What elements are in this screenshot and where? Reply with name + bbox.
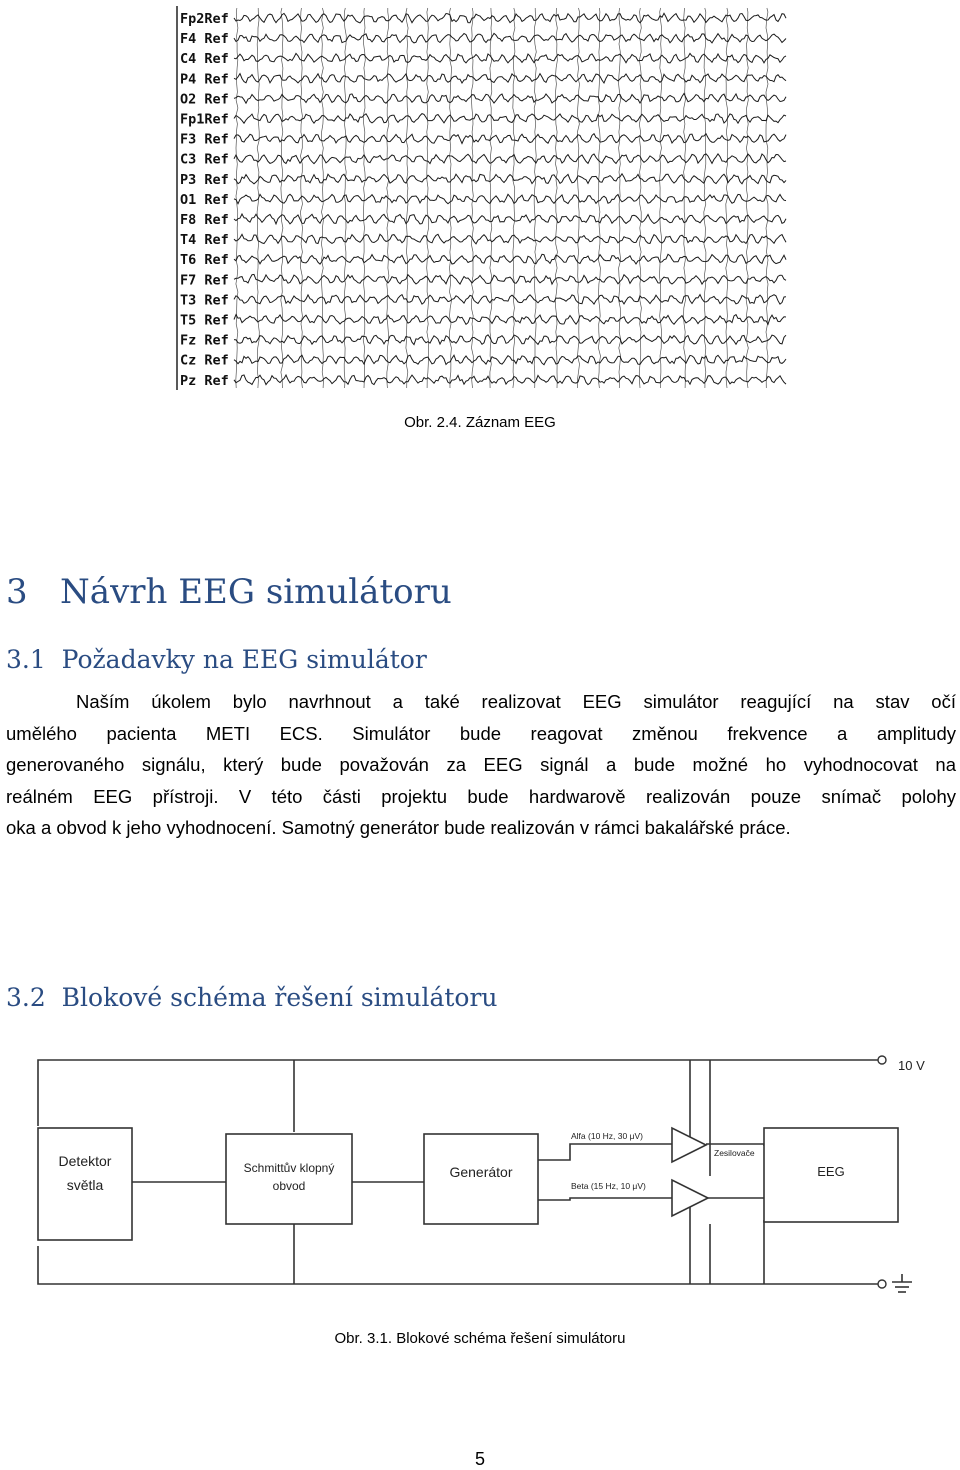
beta-signal-label: Beta (15 Hz, 10 μV) bbox=[571, 1181, 646, 1191]
detector-label-line2: světla bbox=[66, 1177, 104, 1193]
eeg-channel-label: C3 Ref bbox=[180, 151, 229, 168]
eeg-channel-label: F4 Ref bbox=[180, 31, 229, 48]
eeg-channel-label: O2 Ref bbox=[180, 91, 229, 108]
eeg-channel-label: O1 Ref bbox=[180, 191, 229, 208]
eeg-channel-label: T4 Ref bbox=[180, 232, 229, 249]
eeg-channel-label: T6 Ref bbox=[180, 252, 229, 269]
block-diagram-figure bbox=[30, 1048, 950, 1298]
amplifiers-label: Zesilovače bbox=[714, 1148, 755, 1158]
eeg-channel-label: Pz Ref bbox=[180, 372, 229, 389]
eeg-channel-label: T3 Ref bbox=[180, 292, 229, 309]
figure-caption-block-diagram: Obr. 3.1. Blokové schéma řešení simulátoru bbox=[334, 1330, 626, 1347]
figure-caption-eeg: Obr. 2.4. Záznam EEG bbox=[404, 414, 556, 431]
eeg-channel-label: P4 Ref bbox=[180, 71, 229, 88]
paragraph-line: generovaného signálu, který bude považován za EEG signál a bude možné ho vyhodnocovat na bbox=[6, 754, 956, 776]
schmitt-label-line2: obvod bbox=[272, 1179, 306, 1193]
eeg-channel-label: F7 Ref bbox=[180, 272, 229, 289]
eeg-recording-figure bbox=[172, 4, 788, 394]
supply-voltage-label: 10 V bbox=[898, 1058, 925, 1073]
eeg-channel-label: C4 Ref bbox=[180, 51, 229, 68]
ground-terminal-icon bbox=[878, 1280, 886, 1288]
paragraph-line: reálném EEG přístroji. V této části projektu bude hardwarově realizován pouze snímač polohy bbox=[6, 785, 956, 807]
chapter-title: 3 Návrh EEG simulátoru bbox=[6, 572, 452, 612]
eeg-channel-label: Cz Ref bbox=[180, 352, 229, 369]
paragraph-line: umělého pacienta METI ECS. Simulátor bude reagovat změnou frekvence a amplitudy bbox=[6, 722, 956, 744]
paragraph-line: Naším úkolem bylo navrhnout a také realizovat EEG simulátor reagující na stav očí bbox=[76, 691, 956, 712]
detector-label-line1: Detektor bbox=[58, 1153, 112, 1169]
eeg-channel-label: T5 Ref bbox=[180, 312, 229, 329]
section-title-requirements: 3.1 Požadavky na EEG simulátor bbox=[6, 645, 427, 674]
eeg-channel-label: Fp2Ref bbox=[180, 11, 229, 27]
body-paragraph bbox=[6, 686, 956, 844]
eeg-channel-label: F3 Ref bbox=[180, 131, 229, 148]
eeg-channel-label: Fp1Ref bbox=[180, 111, 229, 128]
section-title-block-diagram: 3.2 Blokové schéma řešení simulátoru bbox=[6, 983, 498, 1012]
ground-symbol-icon bbox=[892, 1274, 912, 1292]
alpha-signal-label: Alfa (10 Hz, 30 μV) bbox=[571, 1131, 643, 1141]
page-number: 5 bbox=[474, 1449, 485, 1469]
generator-label: Generátor bbox=[449, 1164, 513, 1180]
schmitt-label-line1: Schmittův klopný bbox=[243, 1161, 335, 1175]
supply-rail bbox=[38, 1060, 880, 1126]
eeg-block-label: EEG bbox=[817, 1164, 845, 1179]
supply-terminal-icon bbox=[878, 1056, 886, 1064]
eeg-channel-label: Fz Ref bbox=[180, 332, 229, 349]
ground-rail bbox=[38, 1246, 880, 1284]
eeg-channel-label: P3 Ref bbox=[180, 171, 229, 188]
amplifier-alpha-icon bbox=[672, 1128, 706, 1162]
paragraph-line: oka a obvod k jeho vyhodnocení. Samotný generátor bude realizován v rámci bakalářské práce. bbox=[6, 817, 791, 839]
eeg-channel-label: F8 Ref bbox=[180, 212, 229, 228]
